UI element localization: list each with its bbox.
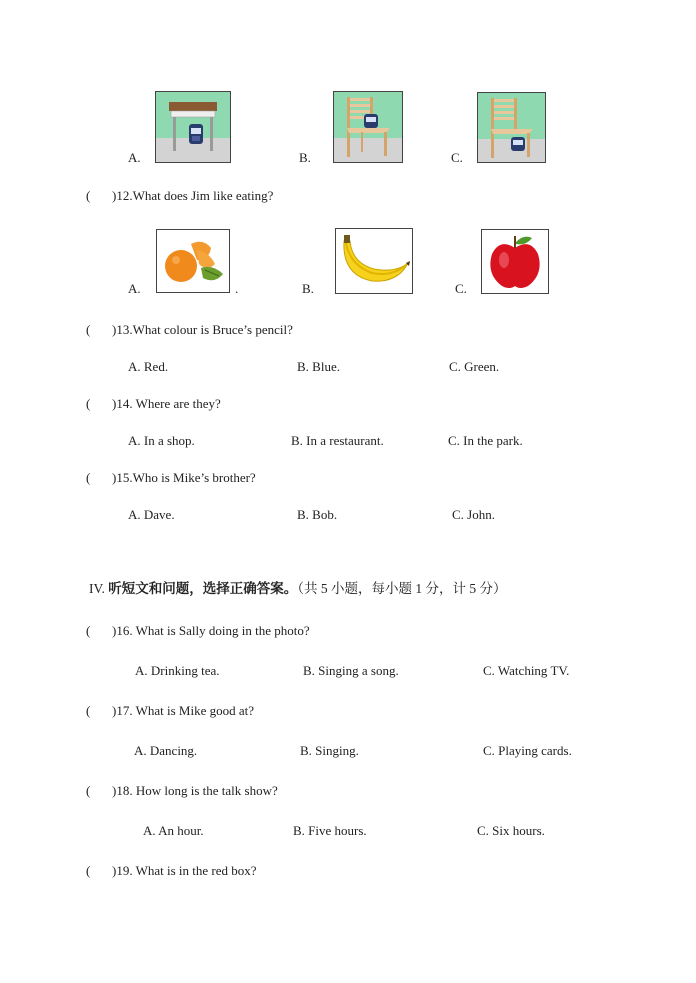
q13-question — [112, 322, 293, 338]
q17-option-a: A. Dancing. — [134, 743, 198, 758]
q14-option-a: A. In a shop. — [128, 433, 195, 448]
banana-icon — [335, 228, 413, 294]
apple-icon — [481, 229, 549, 294]
q11-option-c-label: C. — [451, 150, 463, 165]
q13-option-a: A. Red. — [128, 359, 169, 374]
q15-question — [112, 470, 256, 486]
q17-paren-open: ( — [86, 703, 91, 718]
section-heading — [89, 581, 507, 597]
q14-paren-close: ) — [112, 396, 117, 411]
q13-question-text: 13.What colour is Bruce’s pencil? — [116, 322, 293, 337]
q18-question — [112, 783, 278, 799]
q16-question — [112, 623, 310, 639]
q13-paren-close: ) — [112, 322, 117, 337]
q12-option-a-label: A. — [128, 281, 141, 296]
q18-question-text: 18. How long is the talk show? — [116, 783, 278, 798]
q16-question-text: 16. What is Sally doing in the photo? — [116, 623, 310, 638]
q18-option-c: C. Six hours. — [477, 823, 545, 838]
q12-question-text: 12.What does Jim like eating? — [116, 188, 274, 203]
orange-icon — [156, 229, 230, 293]
chair-with-backpack-under-icon — [477, 92, 546, 163]
q12-question — [112, 188, 273, 204]
q14-option-b: B. In a restaurant. — [291, 433, 384, 448]
q15-paren-open: ( — [86, 470, 91, 485]
q14-paren-open: ( — [86, 396, 91, 411]
q16-option-a: A. Drinking tea. — [135, 663, 220, 678]
q15-question-text: 15.Who is Mike’s brother? — [116, 470, 256, 485]
q16-option-c: C. Watching TV. — [483, 663, 570, 678]
q13-option-c: C. Green. — [449, 359, 500, 374]
section-number: IV. — [89, 581, 105, 596]
q17-question-text: 17. What is Mike good at? — [116, 703, 255, 718]
q19-question-text: 19. What is in the red box? — [116, 863, 257, 878]
desk-with-backpack-under-icon — [155, 91, 231, 163]
q17-option-c: C. Playing cards. — [483, 743, 572, 758]
q18-option-a: A. An hour. — [143, 823, 204, 838]
q12-paren-close: ) — [112, 188, 117, 203]
q12-paren-open: ( — [86, 188, 91, 203]
q13-paren-open: ( — [86, 322, 91, 337]
q14-question-text: 14. Where are they? — [116, 396, 221, 411]
q12-dot: . — [235, 281, 239, 296]
q18-paren-open: ( — [86, 783, 91, 798]
q13-option-b: B. Blue. — [297, 359, 340, 374]
q11-option-a-label: A. — [128, 150, 141, 165]
q19-question — [112, 863, 257, 879]
section-title: 听短文和问题，选择正确答案。 — [108, 581, 298, 596]
q11-option-b-label: B. — [299, 150, 311, 165]
q17-paren-close: ) — [112, 703, 117, 718]
q15-paren-close: ) — [112, 470, 117, 485]
q12-option-b-label: B. — [302, 281, 314, 296]
q12-option-c-label: C. — [455, 281, 467, 296]
section-note: （共 5 小题，每小题 1 分，计 5 分） — [297, 581, 507, 596]
q18-paren-close: ) — [112, 783, 117, 798]
q15-option-a: A. Dave. — [128, 507, 175, 522]
q16-option-b: B. Singing a song. — [303, 663, 399, 678]
q18-option-b: B. Five hours. — [293, 823, 367, 838]
q15-option-c: C. John. — [452, 507, 495, 522]
q14-option-c: C. In the park. — [448, 433, 523, 448]
chair-with-backpack-on-seat-icon — [333, 91, 403, 163]
q19-paren-close: ) — [112, 863, 117, 878]
q16-paren-close: ) — [112, 623, 117, 638]
q19-paren-open: ( — [86, 863, 91, 878]
q15-option-b: B. Bob. — [297, 507, 338, 522]
q17-option-b: B. Singing. — [300, 743, 359, 758]
q17-question — [112, 703, 254, 719]
q16-paren-open: ( — [86, 623, 91, 638]
q14-question — [112, 396, 221, 412]
